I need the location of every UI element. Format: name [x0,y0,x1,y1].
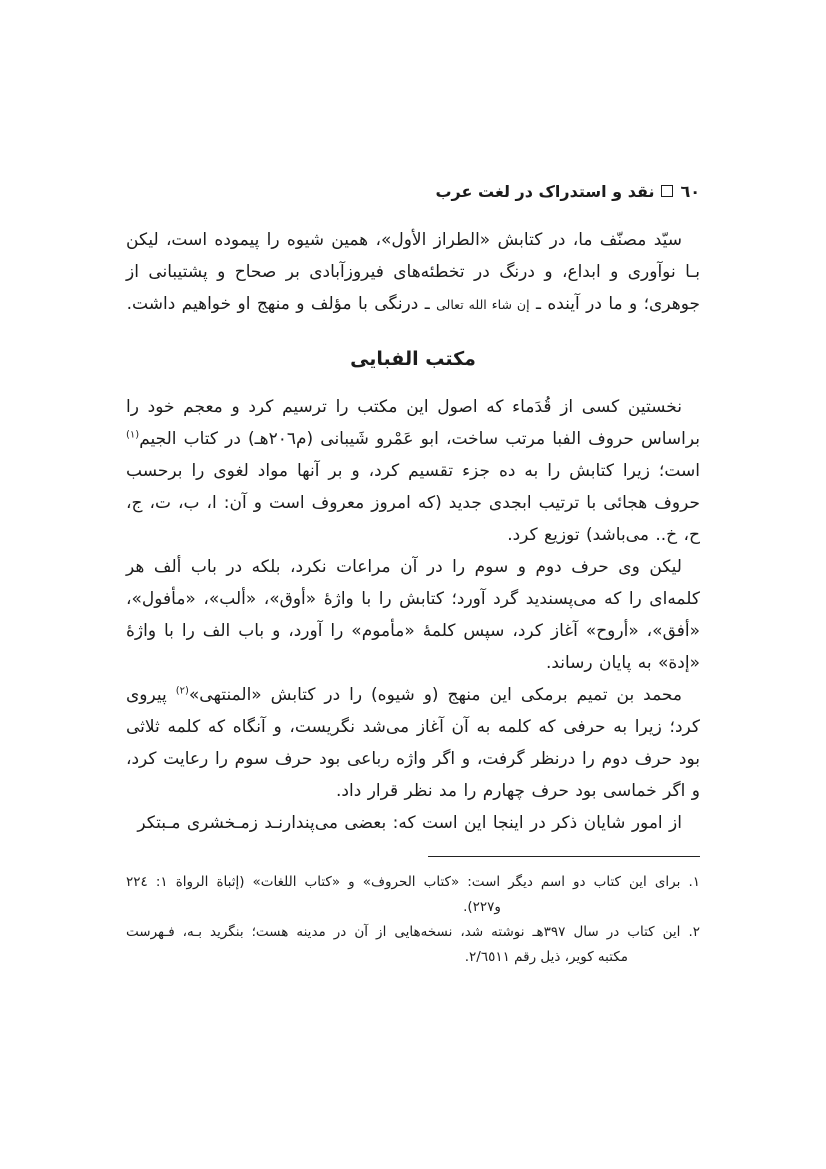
hollow-square-icon [661,185,673,197]
footnotes [126,856,700,970]
paragraph-2-text: نخستین کسی از قُدَماء که اصول این مکتب را ترسیم کرد و معجم خود را براساس حروف الفبا مرتب ساخت، ابو عَمْرو شَیبانی (م٢٠٦هـ) در کتاب الجیم [126,397,700,449]
paragraph-3: لیکن وی حرف دوم و سوم را در آن مراعات نکرد، بلکه در باب ألف هر کلمه‌ای را که می‌پسندید گرد آورد؛ کتابش را با واژهٔ «أوق»، «ألب»، «مأفول»، «أفق»، «أروح» آغاز کرد، سپس کلمهٔ «مأموم» را آورد، و باب الف را با واژهٔ «إدة» به پایان رساند. [126,557,700,673]
paragraph-1 [126,224,700,321]
paragraph-1-small-phrase: إن شاء الله تعالی [436,297,530,312]
footnote-ref-1: (١) [126,429,140,441]
paragraph-1-text: سیّد مصنّف ما، در کتابش «الطراز الأول»، همین شیوه را پیموده است، لیکن بـا نوآوری و ابداع، و درنگ در تخطئه‌های فیروزآبادی بر صحاح و پشتیبانی از جوهری؛ و ما در آینده ـ [126,230,700,314]
footnote-1-line-2: و٢٢٧). [463,899,501,915]
paragraph-2-text-cont: است؛ زیرا کتابش را به ده جزء تقسیم کرد، و بر آنها مواد لغوی را برحسب حروف هجائی با ترتیب ابجدی جدید (که امروز معروف است و آن: ا، ب، ت، ج، ح، خ.. می‌باشد) توزیع کرد. [126,461,700,545]
paragraph-5: از امور شایان ذکر در اینجا این است که: بعضی می‌پندارنـد زمـخشری مـبتکر [137,813,682,833]
paragraph-4-text: محمد بن تمیم برمکی این منهج (و شیوه) را در کتابش «المنتهی» [188,685,682,705]
footnote-separator-rule [428,856,700,857]
running-header [126,182,700,201]
paragraph-4 [126,679,700,807]
footnote-1-line-1: ١. برای این کتاب دو اسم دیگر است: «کتاب الحروف» و «کتاب اللغات» (إثباة الرواة ١: ٢٢٤ [126,874,701,890]
footnote-1 [126,870,700,920]
page-number: ٦٠ [680,182,700,201]
footnote-2-line-1: ٢. این کتاب در سال ٣٩٧هـ نوشته شد، نسخه‌هایی از آن در مدینه هست؛ بنگرید بـه، فـهرست [126,924,700,940]
section-heading: مکتب الفبایی [350,348,476,370]
book-title: نقد و استدراک در لغت عرب [435,182,655,201]
footnote-ref-2: (٢) [175,685,189,697]
paragraph-4-text-cont: پیروی کرد؛ زیرا به حرفی که کلمه به آن آغاز می‌شد نگریست، و آنگاه که کلمه ثلاثی بود حرف دوم را درنظر گرفت، و اگر واژه رباعی بود حرف سوم را رعایت کرد، و اگر خماسی بود حرف چهارم را مد نظر قرار داد. [126,685,700,801]
footnote-2 [126,920,700,970]
page-body [126,224,700,970]
paragraph-2 [126,391,700,551]
paragraph-1-text-cont: ـ درنگی با مؤلف و منهج او خواهیم داشت. [126,294,437,314]
footnote-2-line-2: مکتبه کویر، ذیل رقم ٢/٦٥١١. [464,949,628,965]
